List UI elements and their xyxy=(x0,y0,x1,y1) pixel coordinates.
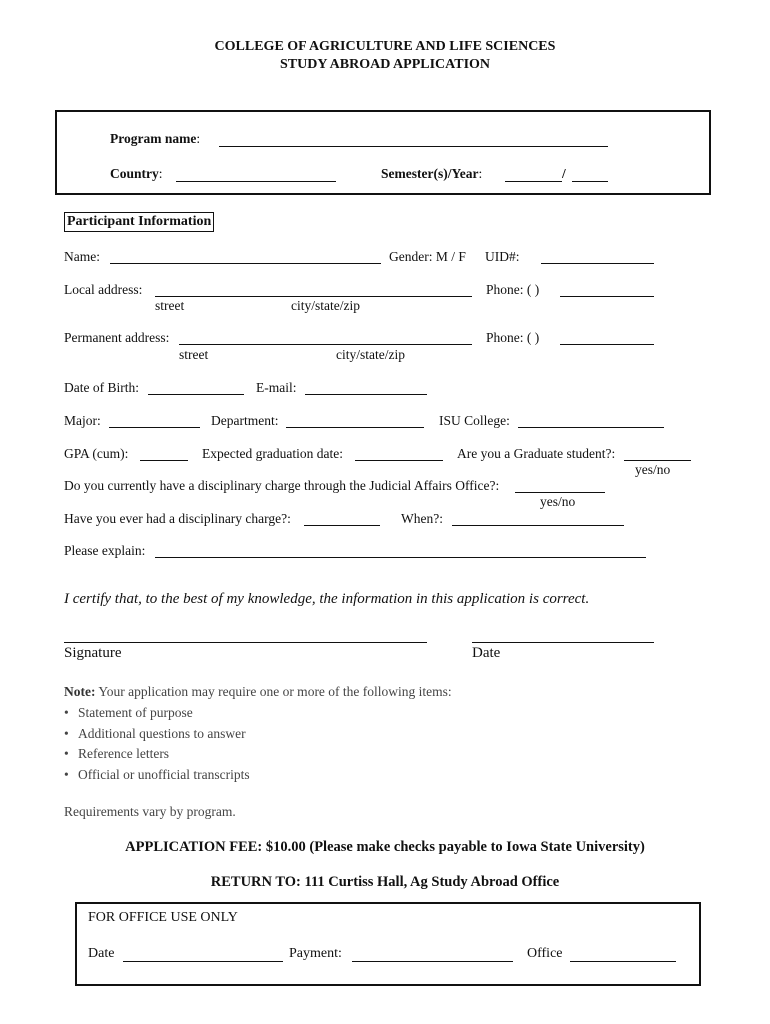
permanent-street-caption: street xyxy=(179,347,209,362)
program-name-label: Program name: xyxy=(110,131,201,146)
signature-label: Signature xyxy=(64,645,122,661)
program-box xyxy=(55,110,711,195)
gpa-label: GPA (cum): xyxy=(64,446,129,461)
gender-label: Gender: M / F xyxy=(389,249,466,264)
disciplinary-current-label: Do you currently have a disciplinary charge through the Judicial Affairs Office?: xyxy=(64,478,500,493)
explain-field[interactable] xyxy=(155,557,646,558)
name-label: Name: xyxy=(64,249,100,264)
email-field[interactable] xyxy=(305,394,427,395)
signature-field[interactable] xyxy=(64,642,427,643)
permanent-address-field[interactable] xyxy=(179,344,472,345)
local-phone-label: Phone: ( ) xyxy=(486,282,540,297)
grad-date-label: Expected graduation date: xyxy=(202,446,343,461)
permanent-phone-field[interactable] xyxy=(560,344,654,345)
disciplinary-current-field[interactable] xyxy=(515,492,605,493)
list-item: • Additional questions to answer xyxy=(64,724,250,745)
disciplinary-ever-field[interactable] xyxy=(304,525,380,526)
bullet-icon: • xyxy=(64,767,69,783)
participant-info-heading: Participant Information xyxy=(64,212,214,232)
semester-year-label: Semester(s)/Year: xyxy=(381,166,483,181)
office-use-title: FOR OFFICE USE ONLY xyxy=(88,910,238,925)
certification-statement: I certify that, to the best of my knowledge, the information in this application is correct. xyxy=(64,591,590,607)
list-item: • Statement of purpose xyxy=(64,703,250,724)
name-field[interactable] xyxy=(110,263,381,264)
office-office-label: Office xyxy=(527,946,563,961)
semester-field[interactable] xyxy=(505,181,562,182)
when-field[interactable] xyxy=(452,525,624,526)
return-to: RETURN TO: 111 Curtiss Hall, Ag Study Abroad Office xyxy=(210,874,560,890)
grad-student-label: Are you a Graduate student?: xyxy=(457,446,616,461)
permanent-address-label: Permanent address: xyxy=(64,330,170,345)
local-street-caption: street xyxy=(155,298,185,313)
application-fee: APPLICATION FEE: $10.00 (Please make checks payable to Iowa State University) xyxy=(125,839,645,855)
requirements-note: Requirements vary by program. xyxy=(64,804,236,819)
note-intro: Note: Your application may require one or more of the following items: xyxy=(64,684,452,699)
dob-label: Date of Birth: xyxy=(64,380,139,395)
country-label: Country: xyxy=(110,166,163,181)
disciplinary-current-yesno: yes/no xyxy=(540,494,576,509)
bullet-icon: • xyxy=(64,725,69,741)
permanent-phone-label: Phone: ( ) xyxy=(486,330,540,345)
when-label: When?: xyxy=(401,511,443,526)
semester-year-slash: / xyxy=(562,166,566,181)
country-field[interactable] xyxy=(176,181,336,182)
office-payment-label: Payment: xyxy=(289,946,342,961)
department-label: Department: xyxy=(211,413,279,428)
bullet-icon: • xyxy=(64,705,69,720)
grad-date-field[interactable] xyxy=(355,460,443,461)
signature-date-label: Date xyxy=(472,645,501,661)
local-address-field[interactable] xyxy=(155,296,472,297)
uid-label: UID#: xyxy=(485,249,520,264)
signature-date-field[interactable] xyxy=(472,642,654,643)
year-field[interactable] xyxy=(572,181,608,182)
local-city-caption: city/state/zip xyxy=(291,298,360,313)
dob-field[interactable] xyxy=(148,394,244,395)
bullet-icon: • xyxy=(64,746,69,762)
disciplinary-ever-label: Have you ever had a disciplinary charge?: xyxy=(64,511,291,526)
permanent-city-caption: city/state/zip xyxy=(336,347,405,362)
isu-college-field[interactable] xyxy=(518,427,664,428)
office-payment-field[interactable] xyxy=(352,961,513,962)
office-date-field[interactable] xyxy=(123,961,283,962)
form-title-line1: COLLEGE OF AGRICULTURE AND LIFE SCIENCES xyxy=(214,39,556,54)
major-field[interactable] xyxy=(109,427,200,428)
office-office-field[interactable] xyxy=(570,961,676,962)
list-item: • Official or unofficial transcripts xyxy=(64,765,250,786)
major-label: Major: xyxy=(64,413,101,428)
grad-student-field[interactable] xyxy=(624,460,691,461)
department-field[interactable] xyxy=(286,427,424,428)
list-item: • Reference letters xyxy=(64,744,250,765)
required-items-list xyxy=(64,703,250,786)
explain-label: Please explain: xyxy=(64,543,146,558)
form-title-line2: STUDY ABROAD APPLICATION xyxy=(279,57,491,72)
local-phone-field[interactable] xyxy=(560,296,654,297)
email-label: E-mail: xyxy=(256,380,297,395)
gpa-field[interactable] xyxy=(140,460,188,461)
office-date-label: Date xyxy=(88,946,115,961)
uid-field[interactable] xyxy=(541,263,654,264)
program-name-field[interactable] xyxy=(219,146,608,147)
local-address-label: Local address: xyxy=(64,282,143,297)
grad-student-yesno: yes/no xyxy=(635,462,671,477)
isu-college-label: ISU College: xyxy=(439,413,510,428)
